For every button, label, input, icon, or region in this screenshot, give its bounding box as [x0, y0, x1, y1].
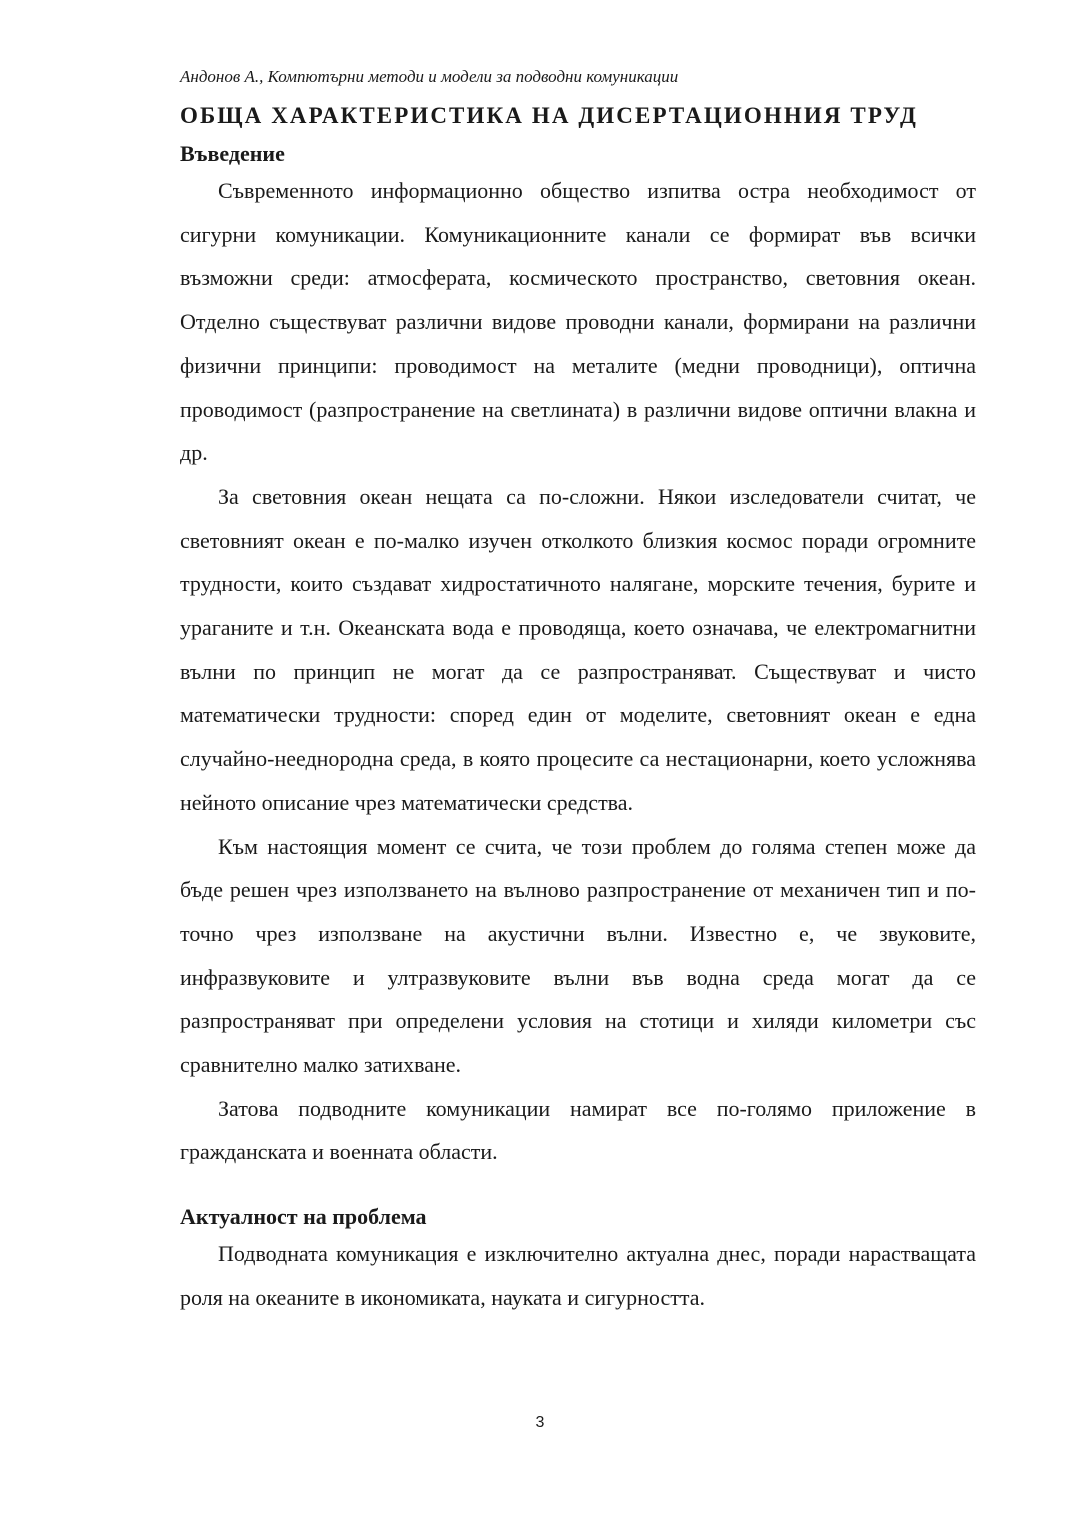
section-relevance — [180, 1202, 976, 1319]
paragraph: Към настоящия момент се счита, че този проблем до голяма степен може да бъде решен чрез използването на вълново разпространение от механичен тип и по-точно чрез използване на акустични вълни. Известно е, че звуковите, инфразвуковите и ултразвуковите вълни във водна среда могат да се разпространяват при определени условия на стотици и хиляди километри със сравнително малко затихване. — [180, 833, 976, 1078]
page-number: 3 — [535, 1414, 545, 1431]
running-header: Андонов А., Компютърни методи и модели за подводни комуникации — [180, 67, 679, 86]
document-title: ОБЩА ХАРАКТЕРИСТИКА НА ДИСЕРТАЦИОННИЯ ТРУД — [180, 103, 918, 128]
section-introduction — [180, 139, 976, 1174]
paragraph: Подводната комуникация е изключително актуална днес, поради нарастващата роля на океаните в икономиката, науката и сигурността. — [180, 1241, 976, 1310]
document-page — [180, 60, 976, 1320]
paragraph: Затова подводните комуникации намират все по-голямо приложение в гражданската и военната области. — [180, 1095, 976, 1165]
section-heading-relevance: Актуалност на проблема — [180, 1204, 427, 1230]
section-heading-introduction: Въведение — [180, 141, 285, 166]
paragraph: За световния океан нещата са по-сложни. Някои изследователи считат, че световният океан е по-малко изучен отколкото близкия космос поради огромните трудности, които създават хидростатичното налягане, морските течения, бурите и ураганите и т.н. Океанската вода е проводяща, което означава, че електромагнитни вълни по принцип не могат да се разпространяват. Съществуват и чисто математически трудности: според един от моделите, световният океан е една случайно-нееднородна среда, в която процесите са нестационарни, което усложнява нейното описание чрез математически средства. — [180, 483, 976, 815]
paragraph: Съвременното информационно общество изпитва остра необходимост от сигурни комуникации. Комуникационните канали се формират във всички възможни среди: атмосферата, космическото пространство, световния океан. Отделно съществуват различни видове проводни канали, формирани на различни физични принципи: проводимост на металите (медни проводници), оптична проводимост (разпространение на светлината) в различни видове оптични влакна и др. — [180, 178, 976, 466]
